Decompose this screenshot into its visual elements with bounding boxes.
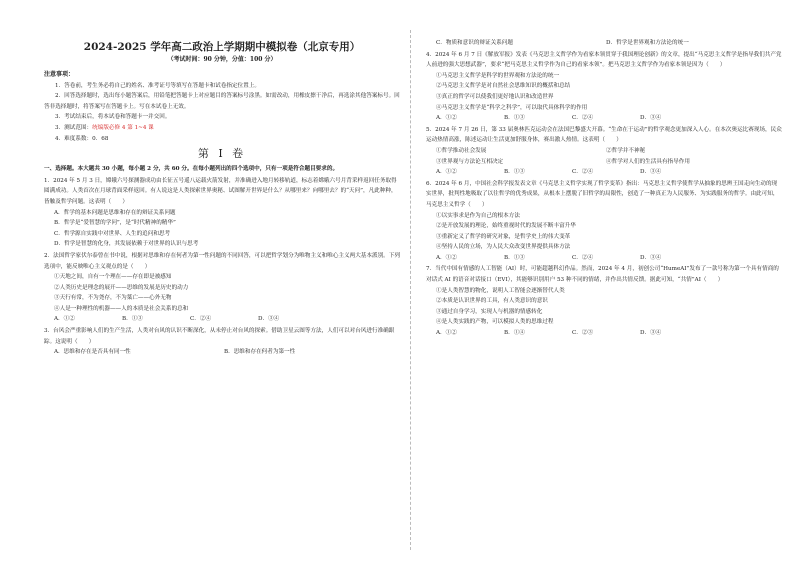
option-a: A．①② <box>436 330 457 337</box>
question-stem: 3．台风会严重影响人们的生产生活，人类对台风的认识不断深化，从未停止对台风的探索。借助卫星云图等方法，人们可以对台风进行准确跟踪。这说明（ ） <box>44 328 395 345</box>
option-a: A．思维和存在是否具有同一性 <box>54 349 131 356</box>
left-column <box>44 36 400 358</box>
option-d: D．③④ <box>258 316 280 323</box>
section-heading: 一、选择题。本大题共 30 小题，每小题 2 分，共 60 分。在每小题列出的四个选项中，只有一项是符合题目要求的。 <box>44 166 339 173</box>
option-a: A．①② <box>436 169 457 176</box>
option-b: B．①③ <box>504 169 525 176</box>
option-d: D．③④ <box>640 115 662 122</box>
question-stem: 5．2024 年 7 月 26 日，第 33 届奥林匹克运动会在法国巴黎盛大开幕。“生命在于运动”的哲学观念更加深入人心。在本次奥运比赛现场，民众运动热情高涨，陈述运动让生活更加舒服身体，赛出激人热情。这表明（ ） <box>426 126 782 144</box>
statement-1: ①哲学推动社会发展 <box>436 147 487 154</box>
statement-1: ①天地之间，自有一个理在——存在即是被感知 <box>54 274 172 281</box>
question-3 <box>44 326 400 358</box>
question-stem: 1．2024 年 5 月 3 日，嫦娥六号探测器成功由长征五号遥八运载火箭发射，并准确进入地月转移轨道，标志着嫦娥六号月背采样返回任务取得圆满成功。人类首次在月球背面采样返回。有人说这是人类探索世界奥秘、试图解开世界是什么？从哪里来？向哪里去？的“天问”，凡此种种，皆触及哲学问题。这表明（ ） <box>44 177 397 205</box>
question-1 <box>44 176 400 250</box>
option-c: C．②③ <box>572 330 594 337</box>
option-d: D．哲学是世界观和方法论的统一 <box>606 40 689 46</box>
option-a: A．①② <box>436 254 457 261</box>
answer-options <box>426 253 782 264</box>
statement-3: ③世界观与方法论互相决定 <box>436 158 504 165</box>
question-stem: 4．2024 年 6 月 7 日《解放军报》发表《马克思主义哲学作为看家本领贯穿于我国理论创新》的文章，提出“马克思主义哲学是指导我们共产党人前进的强大思想武器”，要求“把马克思主义哲学作为自己的看家本领”。把马克思主义哲学作为看家本领是因为（ ） <box>426 51 782 69</box>
answer-options <box>426 328 782 339</box>
statement-1: ①以实事求是作为自己的根本方法 <box>436 212 520 219</box>
notice-difficulty: 4．难度系数：0．68 <box>55 135 109 142</box>
statement-3: ③重新定义了哲学的研究对象，是哲学史上的伟大变革 <box>436 233 571 240</box>
option-c: C．②④ <box>190 316 212 323</box>
question-3-continued <box>426 38 782 49</box>
option-d: D．③④ <box>640 330 662 337</box>
statement-2: ②本质是认识世界的工具，有人类意识的意识 <box>436 298 548 305</box>
option-b: B．①④ <box>504 330 525 337</box>
statement-4: ④人是一种理性的机器——人的本质是社会关系的总和 <box>54 305 189 312</box>
statement-2: ②是开放发展的理论，始终重视时代的发展不断丰富升华 <box>436 223 576 230</box>
option-a: A．①② <box>54 316 75 323</box>
column-divider <box>410 30 411 550</box>
option-b: B．①③ <box>504 115 525 122</box>
option-c: C．②④ <box>572 169 594 176</box>
volume-heading: 第 I 卷 <box>197 147 247 161</box>
statement-3: ③通过自身学习，实现人与机器的情感转化 <box>436 308 543 315</box>
option-b: B．①③ <box>122 316 143 323</box>
answer-options <box>426 113 782 124</box>
notice-heading: 注意事项： <box>44 71 75 78</box>
notice-item-2: 2．回答选择题时，选出每小题答案后，用铅笔把答题卡上对应题目的答案标号涂黑。如需改动，用橡皮擦干净后，再选涂其他答案标号。回答非选择题时，将答案写在答题卡上。写在本试卷上无效。 <box>44 93 400 110</box>
scope-label: 3．测试范围： <box>55 124 93 131</box>
question-stem: 2．法国哲学家伏尔泰曾在书中说，根据对思维和存在何者为第一性问题的不同回答，可以把哲学划分为唯物主义和唯心主义两大基本派别。下列选项中，能反映唯心主义观点的是（ ） <box>44 252 400 270</box>
statement-4: ④是人类实践的产物，可以模拟人类的思维过程 <box>436 319 554 326</box>
page-title: 2024-2025 学年高二政治上学期期中模拟卷（北京专用） <box>83 41 361 53</box>
question-stem: 7．当代中国有情感的人工智能（AI）时，可能超越科幻作品。然而，2024 年 4 月，初创公司“HumeAI”发布了一款号称为第一个具有情商的对话式 AI 的语音对话接口（EVI），其能够识别用户 53 种不同的情绪，并作出共情反馈。据此可知，“共情”AI（ ） <box>426 266 779 284</box>
notice-item-3: 3．考试结束后，将本试卷和答题卡一并交回。 <box>55 114 171 121</box>
option-c: C．②④ <box>572 254 594 261</box>
question-stem: 6．2024 年 6 月，中国社会科学报发表文章《马克思主义哲学实现了哲学变革》指出：马克思主义哲学使哲学从抽象的思辨王国走向生动的现实世界，批判性地吸取了以往哲学的优秀成果，从根本上摆脱了旧哲学的局限性，创造了一种真正为人民服务、为实践服务的哲学。由此可知，马克思主义哲学（ ） <box>426 180 779 208</box>
statement-1: ①马克思主义哲学是科学的世界观和方法论的统一 <box>436 72 560 79</box>
statement-4: ④马克思主义哲学是“科学之科学”，可以取代具体科学的作用 <box>436 104 588 111</box>
notice-scope <box>44 123 400 134</box>
right-column <box>426 38 782 339</box>
statements-row-1 <box>426 146 782 157</box>
option-b: B．思维和存在何者为第一性 <box>224 349 296 356</box>
option-d: D．③④ <box>640 254 662 261</box>
answer-options <box>44 347 400 358</box>
answer-options <box>44 314 400 325</box>
option-d: D．③④ <box>640 169 662 176</box>
statement-3: ③真正的哲学可以使我们更好地认识和改造世界 <box>436 93 554 100</box>
statement-2: ②哲学并不神秘 <box>606 147 646 154</box>
statements-row-2 <box>426 157 782 168</box>
statement-4: ④坚持人民的立场，为人民大众改变世界提供具体方法 <box>436 244 571 251</box>
question-2 <box>44 251 400 325</box>
statement-1: ①是人类智慧的物化，说明人工智能会逐渐替代人类 <box>436 287 565 294</box>
statement-2: ②人类历史是理念的展开——思维的发展是历史的动力 <box>54 284 189 291</box>
option-b: B．哲学是“爱智慧的学问”，是“时代精神的精华” <box>54 220 176 227</box>
option-c: C．哲学源自实践中对世界、人生的追问和思考 <box>54 230 171 237</box>
option-a: A．①② <box>436 115 457 122</box>
notice-item-1: 1．答卷前，考生务必将自己的姓名、准考证号等填写在答题卡和试卷指定位置上。 <box>55 82 260 89</box>
question-6 <box>426 179 782 264</box>
option-d: D．哲学是智慧的化身，其发展依赖于对世界的认识与思考 <box>54 241 199 248</box>
exam-info: （考试时间：90 分钟，分值：100 分） <box>167 56 277 63</box>
option-a: A．哲学的基本问题是思维和存在的辩证关系问题 <box>54 209 176 216</box>
scope-value: 统编版必修 4 第 1~4 课 <box>92 124 154 131</box>
question-5 <box>426 125 782 178</box>
option-b: B．①③ <box>504 254 525 261</box>
option-c: C．物质和意识的辩证关系问题 <box>436 40 513 46</box>
answer-options <box>426 167 782 178</box>
statement-4: ④哲学对人们的生活具有指导作用 <box>606 158 690 165</box>
question-7 <box>426 264 782 338</box>
option-c: C．②④ <box>572 115 594 122</box>
statement-3: ③天行有常，不为尧存，不为桀亡——心外无物 <box>54 295 172 302</box>
statement-2: ②马克思主义哲学是对自然社会思维知识的概括和总结 <box>436 83 571 90</box>
question-4 <box>426 50 782 124</box>
